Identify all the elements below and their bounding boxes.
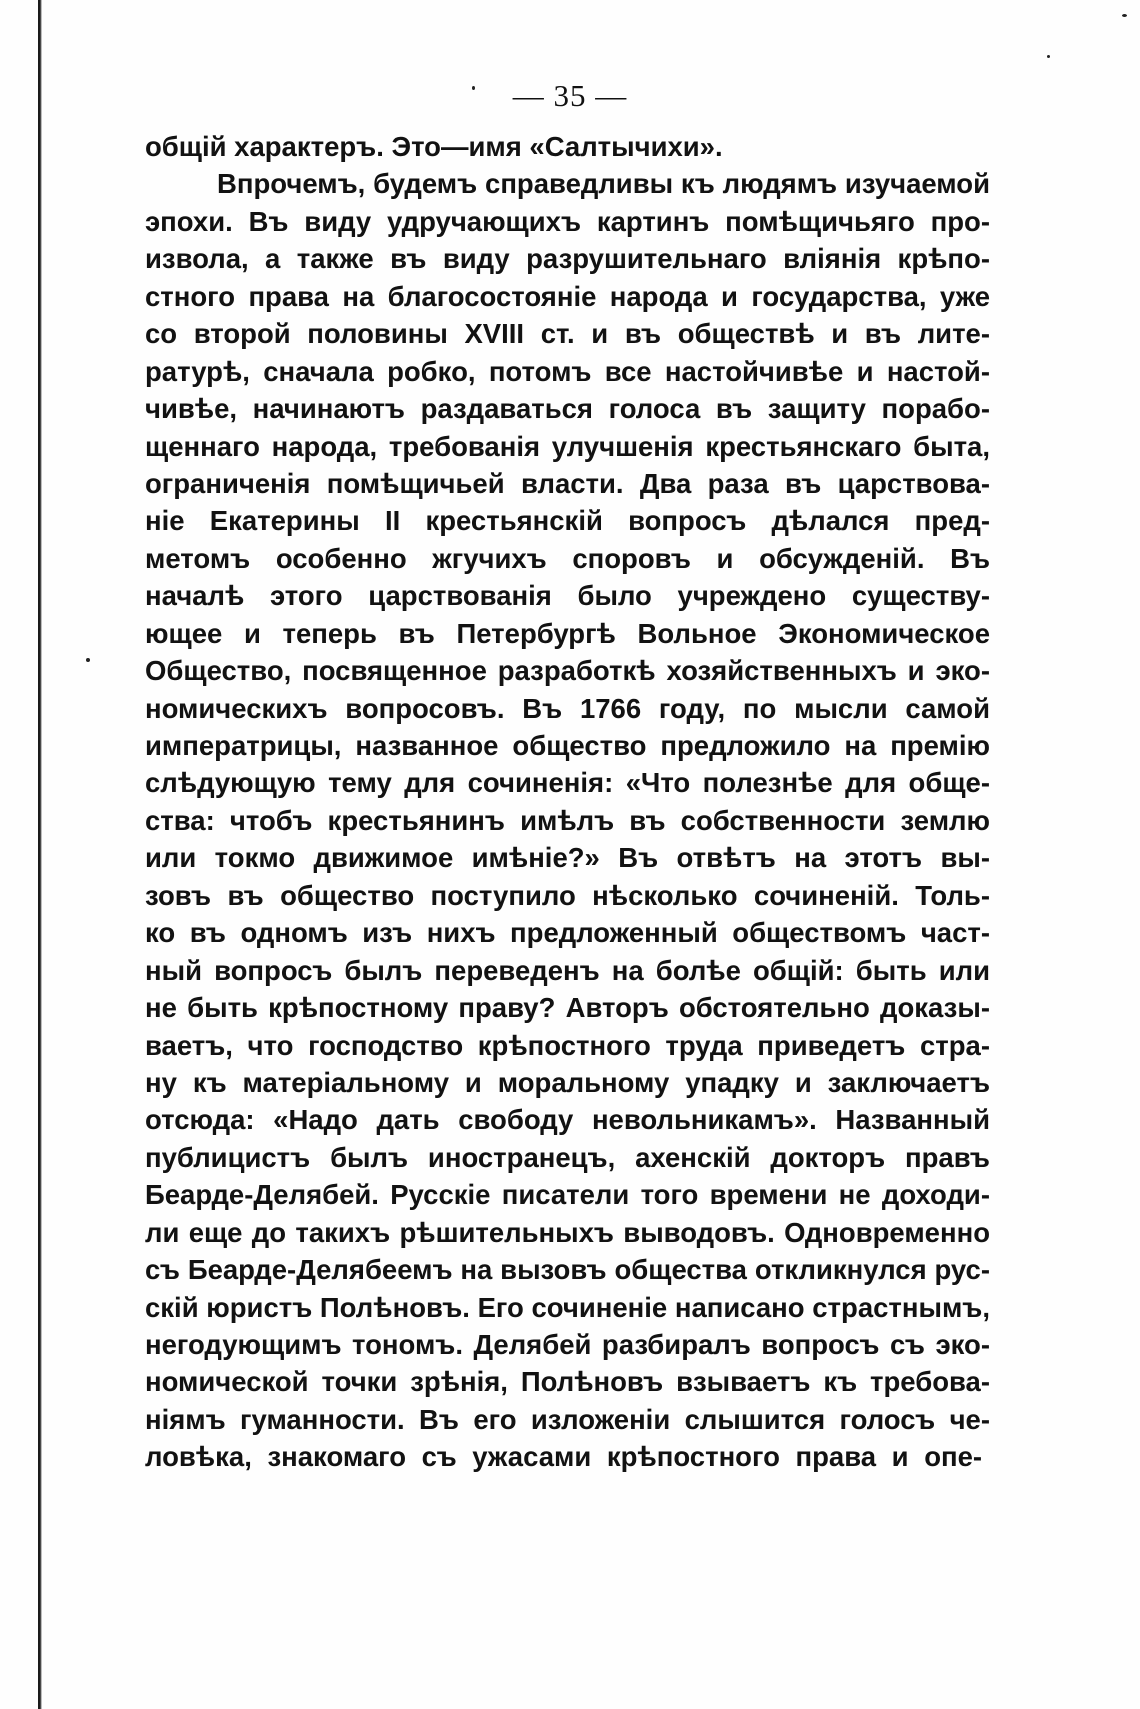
page-number: — 35 —: [512, 78, 628, 113]
page-binding-edge: [38, 0, 42, 1709]
text-line: ли еще до такихъ рѣшительныхъ выводовъ. Одновременно: [145, 1216, 990, 1248]
text-line: ограниченія помѣщичьей власти. Два раза въ царствова-: [145, 467, 990, 499]
text-line: публицистъ былъ иностранецъ, ахенскій докторъ правъ: [145, 1141, 990, 1173]
text-line: императрицы, названное общество предложило на премію: [145, 730, 990, 761]
text-line: ратурѣ, сначала робко, потомъ все настойчивѣе и настой-: [145, 355, 990, 387]
text-line: метомъ особенно жгучихъ споровъ и обсужденій. Въ: [145, 542, 990, 574]
text-line: ніе Екатерины II крестьянскій вопросъ дѣлался пред-: [145, 505, 990, 537]
text-line: Общество, посвященное разработкѣ хозяйственныхъ и эко-: [145, 655, 990, 687]
text-line: негодующимъ тономъ. Делябей разбиралъ вопросъ съ эко-: [145, 1329, 990, 1360]
text-line: ный вопросъ былъ переведенъ на болѣе общій: быть или: [145, 954, 990, 986]
text-line: номическихъ вопросовъ. Въ 1766 году, по мысли самой: [145, 692, 990, 724]
text-line: или токмо движимое имѣніе?» Въ отвѣтъ на этотъ вы-: [145, 842, 990, 874]
text-line: зовъ въ общество поступило нѣсколько сочиненій. Толь-: [145, 879, 990, 911]
text-line: съ Беарде-Делябеемъ на вызовъ общества откликнулся рус-: [145, 1254, 990, 1286]
text-line: ваетъ, что господство крѣпостного труда приведетъ стра-: [145, 1029, 990, 1061]
text-line: скій юристъ Полѣновъ. Его сочиненіе написано страстнымъ,: [145, 1291, 990, 1323]
text-line: ко въ одномъ изъ нихъ предложенный обществомъ част-: [145, 917, 990, 949]
body-text: [145, 128, 990, 1476]
text-line: Впрочемъ, будемъ справедливы къ людямъ изучаемой: [217, 168, 990, 200]
text-line: эпохи. Въ виду удручающихъ картинъ помѣщичьяго про-: [145, 205, 990, 237]
text-line: началѣ этого царствованія было учреждено существу-: [145, 580, 990, 612]
text-line: ющее и теперь въ Петербургѣ Вольное Экономическое: [145, 617, 990, 649]
text-line: отсюда: «Надо дать свободу невольникамъ». Названный: [145, 1104, 990, 1136]
text-line: щеннаго народа, требованія улучшенія крестьянскаго быта,: [145, 430, 990, 462]
text-line: номической точки зрѣнія, Полѣновъ взываетъ къ требова-: [145, 1366, 990, 1398]
text-line: Беарде-Делябей. Русскіе писатели того времени не доходи-: [145, 1179, 990, 1211]
text-line: общій характеръ. Это—имя «Салтычихи».: [145, 131, 723, 162]
text-line: со второй половины XVIII ст. и въ обществѣ и въ лите-: [145, 318, 990, 350]
scan-speck: [1047, 55, 1050, 58]
text-line: извола, а также въ виду разрушительнаго вліянія крѣпо-: [145, 243, 990, 275]
text-line: ства: чтобъ крестьянинъ имѣлъ въ собственности землю: [145, 804, 990, 836]
text-line: стного права на благосостояніе народа и государства, уже: [145, 280, 990, 312]
text-line: слѣдующую тему для сочиненія: «Что полезнѣе для обще-: [145, 767, 990, 799]
scan-speck: [1122, 14, 1127, 17]
text-line: ловѣка, знакомаго съ ужасами крѣпостного права и опе-: [145, 1441, 983, 1473]
text-line: не быть крѣпостному праву? Авторъ обстоятельно доказы-: [145, 992, 990, 1024]
text-line: ну къ матеріальному и моральному упадку и заключаетъ: [145, 1066, 990, 1098]
text-line: ніямъ гуманности. Въ его изложеніи слышится голосъ че-: [145, 1403, 990, 1435]
scan-speck: [86, 658, 90, 662]
text-line: чивѣе, начинаютъ раздаваться голоса въ защиту порабо-: [145, 393, 990, 425]
